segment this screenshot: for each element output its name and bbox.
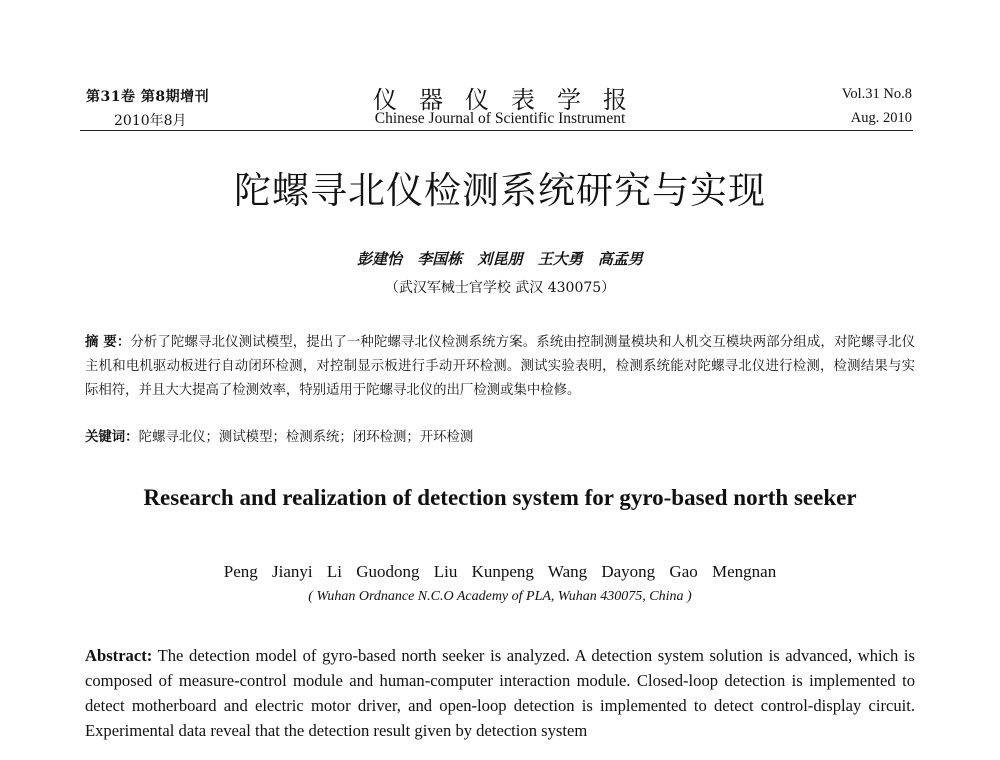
volume-issue-cn: 第31卷 第8期增刊: [86, 89, 210, 105]
affiliation-cn: （武汉军械士官学校 武汉 430075）: [384, 280, 616, 296]
abstract-cn-label: 摘 要：: [85, 334, 131, 350]
date-cn: 2010年8月: [114, 113, 187, 129]
paper-title-cn: 陀螺寻北仪检测系统研究与实现: [234, 169, 766, 212]
abstract-cn: [85, 330, 915, 403]
abstract-en-label: Abstract:: [85, 646, 153, 665]
authors-cn: 彭建怡 李国栋 刘昆朋 王大勇 高孟男: [357, 250, 643, 268]
keywords-cn-label: 关键词：: [85, 429, 139, 445]
keywords-cn: [85, 426, 473, 445]
affiliation-en: ( Wuhan Ordnance N.C.O Academy of PLA, Wuhan 430075, China ): [308, 589, 692, 604]
keywords-cn-text: 陀螺寻北仪；测试模型；检测系统；闭环检测；开环检测: [138, 430, 474, 445]
journal-name-cn: 仪器仪表学报: [373, 86, 649, 114]
journal-name-en: Chinese Journal of Scientific Instrument: [374, 110, 626, 127]
header-rule: [80, 130, 913, 131]
abstract-en: [85, 643, 915, 743]
date-en: Aug. 2010: [850, 110, 912, 126]
authors-en: Peng Jianyi Li Guodong Liu Kunpeng Wang Dayong Gao Mengnan: [223, 562, 777, 581]
volume-issue-en: Vol.31 No.8: [841, 86, 912, 102]
abstract-en-text: The detection model of gyro-based north seeker is analyzed. A detection system solution is advanced, which is composed of measure-control module and human-computer interaction module. Closed-loop detection is implemented to detect motherboard and electric motor driver, and open-loop detection is implemented to detect control-display circuit. Experimental data reveal that the detection result given by detection system: [85, 646, 915, 740]
paper-title-en: Research and realization of detection system for gyro-based north seeker: [143, 485, 857, 510]
abstract-cn-text: 分析了陀螺寻北仪测试模型，提出了一种陀螺寻北仪检测系统方案。系统由控制测量模块和人机交互模块两部分组成，对陀螺寻北仪主机和电机驱动板进行自动闭环检测，对控制显示板进行手动开环检测。测试实验表明，检测系统能对陀螺寻北仪进行检测，检测结果与实际相符，并且大大提高了检测效率，特别适用于陀螺寻北仪的出厂检测或集中检修。: [85, 335, 916, 398]
